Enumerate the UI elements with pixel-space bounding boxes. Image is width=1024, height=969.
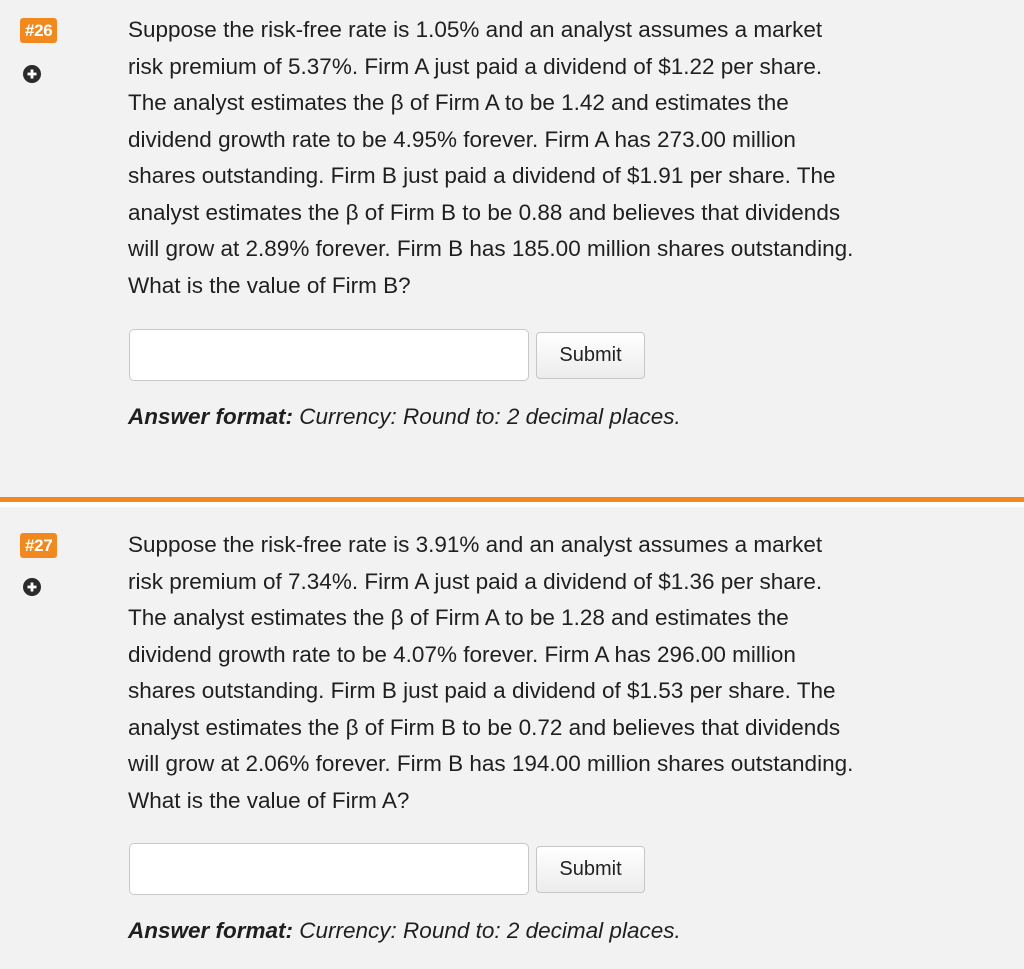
submit-button[interactable]: Submit bbox=[536, 332, 645, 379]
question-text-line: shares outstanding. Firm B just paid a dividend of $1.53 per share. The bbox=[128, 678, 836, 703]
plus-circle-icon[interactable] bbox=[23, 65, 41, 83]
question-text bbox=[128, 12, 978, 304]
question-text-line: What is the value of Firm B? bbox=[128, 272, 411, 298]
question-text-line: Suppose the risk-free rate is 3.91% and an analyst assumes a market bbox=[128, 532, 823, 557]
question-27 bbox=[0, 507, 1024, 969]
question-text-line: analyst estimates the β of Firm B to be 0.72 and believes that dividends bbox=[128, 714, 841, 740]
answer-format-text: Currency: Round to: 2 decimal places. bbox=[293, 918, 681, 943]
question-text-line: analyst estimates the β of Firm B to be 0.88 and believes that dividends bbox=[128, 199, 841, 225]
answer-input[interactable] bbox=[129, 329, 529, 381]
plus-circle-icon[interactable] bbox=[23, 578, 41, 596]
answer-input[interactable] bbox=[129, 843, 529, 895]
question-text-line: will grow at 2.06% forever. Firm B has 194.00 million shares outstanding. bbox=[128, 751, 854, 776]
question-text-line: risk premium of 5.37%. Firm A just paid a dividend of $1.22 per share. bbox=[128, 53, 823, 79]
question-divider bbox=[0, 497, 1024, 507]
question-text-line: risk premium of 7.34%. Firm A just paid a dividend of $1.36 per share. bbox=[128, 568, 823, 594]
answer-format bbox=[128, 918, 681, 944]
question-number-badge: #27 bbox=[20, 533, 57, 558]
submit-button[interactable]: Submit bbox=[536, 846, 645, 893]
question-text-line: shares outstanding. Firm B just paid a dividend of $1.91 per share. The bbox=[128, 163, 836, 188]
question-text-line: dividend growth rate to be 4.95% forever. Firm A has 273.00 million bbox=[128, 126, 796, 152]
question-text-line: The analyst estimates the β of Firm A to be 1.28 and estimates the bbox=[128, 605, 789, 630]
question-number-badge: #26 bbox=[20, 18, 57, 43]
answer-format-text: Currency: Round to: 2 decimal places. bbox=[293, 404, 681, 429]
divider-accent-line bbox=[0, 497, 1024, 502]
question-text-line: Suppose the risk-free rate is 1.05% and an analyst assumes a market bbox=[128, 17, 823, 42]
answer-format-label: Answer format: bbox=[128, 918, 294, 943]
question-text-line: dividend growth rate to be 4.07% forever. Firm A has 296.00 million bbox=[128, 641, 796, 667]
question-text bbox=[128, 527, 978, 819]
question-text-line: The analyst estimates the β of Firm A to be 1.42 and estimates the bbox=[128, 90, 789, 115]
question-text-line: will grow at 2.89% forever. Firm B has 185.00 million shares outstanding. bbox=[128, 236, 854, 261]
question-text-line: What is the value of Firm A? bbox=[128, 787, 410, 813]
answer-format-label: Answer format: bbox=[128, 404, 294, 429]
answer-format bbox=[128, 404, 681, 430]
